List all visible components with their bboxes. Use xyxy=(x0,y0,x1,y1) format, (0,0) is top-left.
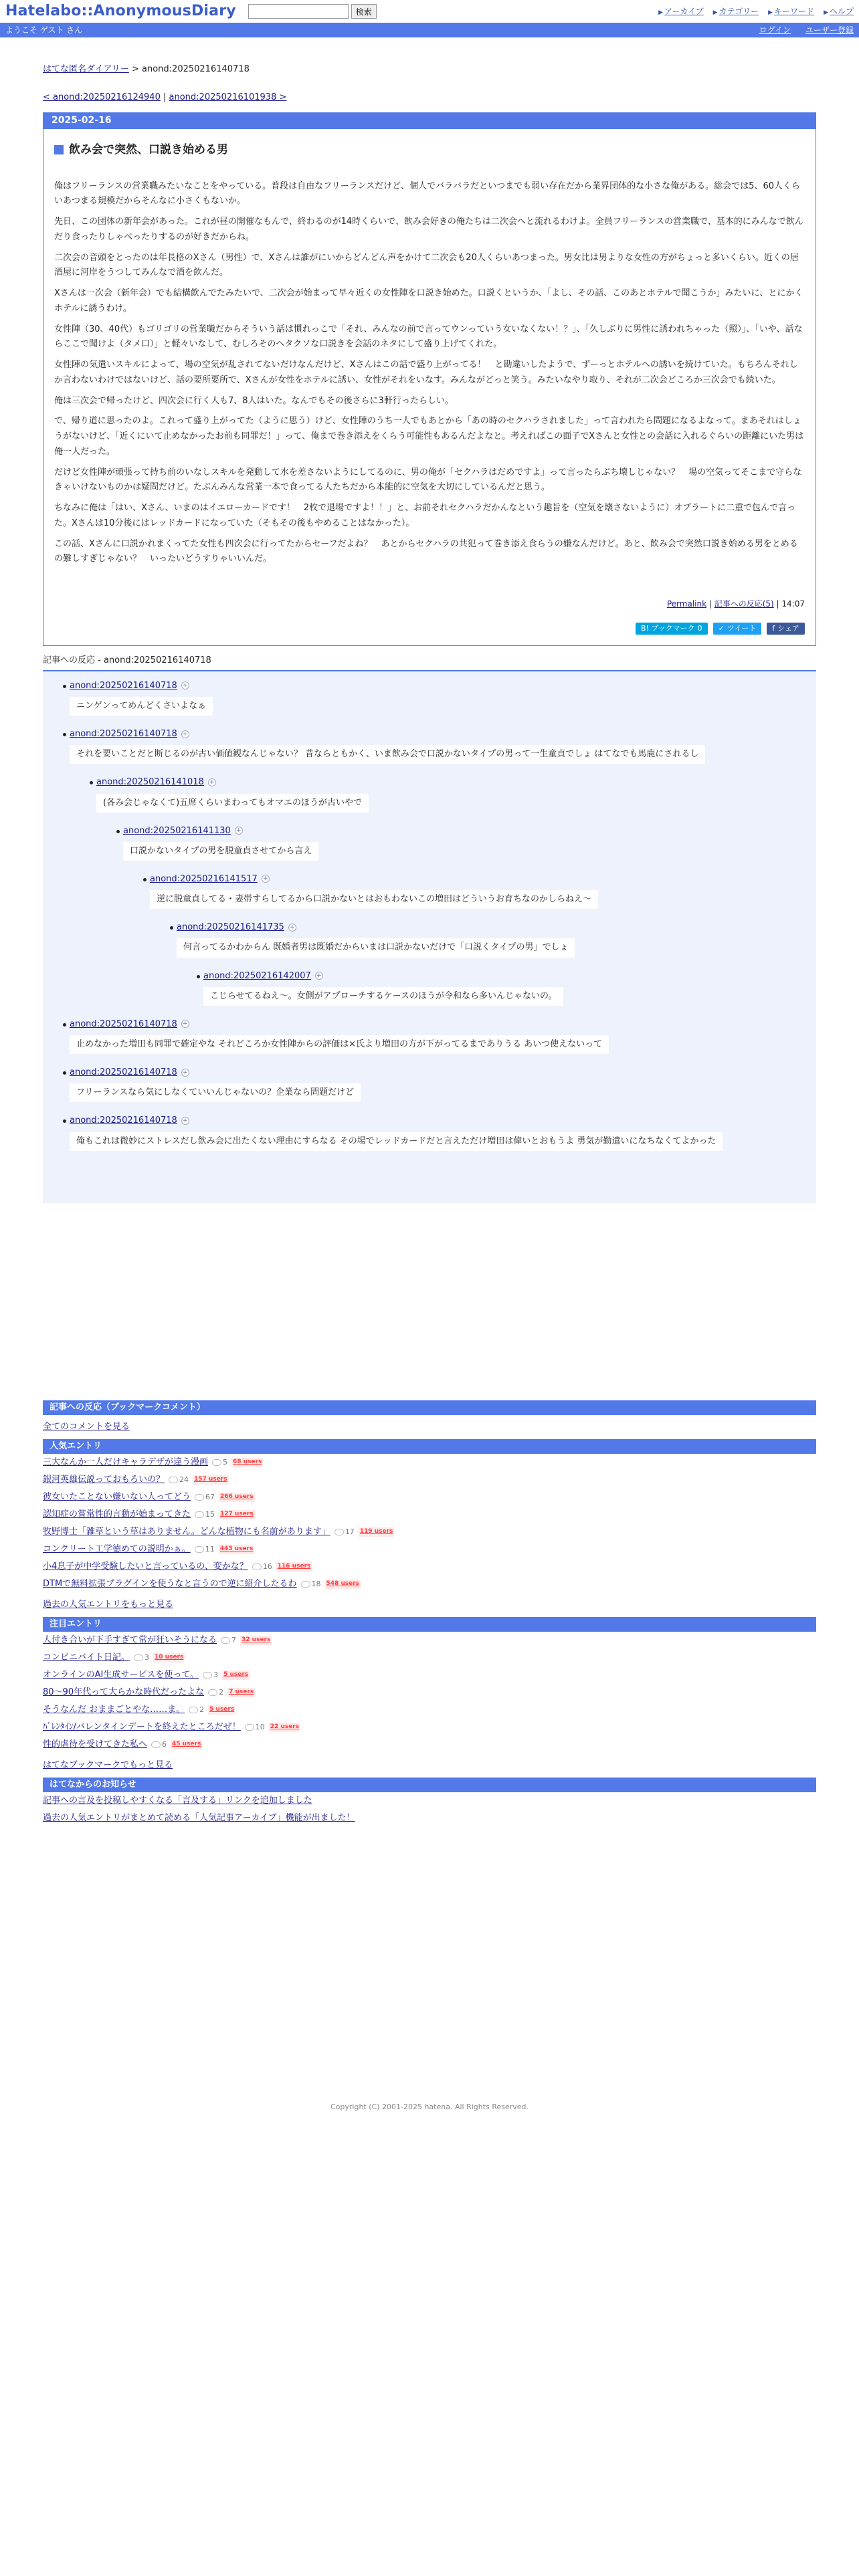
expand-icon[interactable]: + xyxy=(181,1020,189,1028)
expand-icon[interactable]: + xyxy=(262,875,270,883)
breadcrumb xyxy=(43,63,816,76)
reaction-snippet: 逆に脱童貞してる・妻帯すらしてるから口説かないとはおもわないこの増田はどういうお育ちなのかしらねえ〜 xyxy=(150,890,598,909)
tweet-button[interactable] xyxy=(713,623,762,635)
comment-count xyxy=(195,1491,215,1503)
featured-more-link[interactable]: はてなブックマークでもっと見る xyxy=(43,1759,173,1770)
comment-count-value: 16 xyxy=(262,1562,272,1572)
news-link[interactable]: 過去の人気エントリがまとめて読める「人気記事アーカイブ」機能が出ました！ xyxy=(43,1813,355,1824)
hatebu-count: 0 xyxy=(697,624,702,633)
reaction-snippet: ニンゲンってめんどくさいよなぁ xyxy=(70,697,213,716)
reaction-item xyxy=(70,1066,816,1102)
featured-entry xyxy=(43,1632,816,1649)
entry-paragraph: だけど女性陣が頑張って持ち前のいなしスキルを発動して水を差さないようにしてるのに、男の俺が「セクハラはだめですよ」って言ったらぶち壊しじゃない？ 場の空気ってそこまで守らなきゃいけないものかは疑問だけど。たぶんみんな営業一本で食ってる人たちだから本能的に空気を大切にしているんだと思う。 xyxy=(54,467,802,493)
reaction-link[interactable]: anond:20250216141130 xyxy=(123,825,231,836)
reaction-link[interactable]: anond:20250216141517 xyxy=(150,873,258,884)
comment-count xyxy=(335,1526,355,1537)
popular-entry xyxy=(43,1523,816,1541)
entry-paragraph: 先日、この団体の新年会があった。これが昼の開催なもんで、終わるのが14時くらいで、飲み会好きの俺たちは二次会へと流れるわけよ。全員フリーランスの営業職で、基本的にみんなで飲んだり食ったりしゃべったりするのが好きだからね。 xyxy=(54,217,803,242)
popular-head: 人気エントリ xyxy=(43,1439,816,1454)
register-link[interactable]: ユーザー登録 xyxy=(805,25,854,35)
comment-count-value: 2 xyxy=(219,1688,224,1697)
news-head: はてなからのお知らせ xyxy=(43,1778,816,1792)
popular-entry-link[interactable]: 認知症の嘗常性的言動が始まってきた xyxy=(43,1509,191,1519)
comment-count-value: 24 xyxy=(179,1475,189,1485)
reaction-item xyxy=(96,776,816,812)
search-button[interactable]: 検索 xyxy=(351,4,377,19)
comment-count-value: 17 xyxy=(345,1527,355,1537)
entry-paragraph: ちなみに俺は「はい、Xさん、いまのはイエローカードです！ 2枚で退場ですよ！！」と、お前それセクハラだかんなという趣旨を（空気を壊さないように）オブラートに二重で包んで言った。Xさんは10分後にはレッドカードになっていた（そもその後もやめることはなかった）。 xyxy=(54,503,796,528)
comment-bubble-icon xyxy=(189,1707,198,1713)
users-badge[interactable]: 32 users xyxy=(240,1636,272,1645)
comment-bubble-icon xyxy=(169,1477,178,1483)
permalink[interactable]: Permalink xyxy=(666,599,707,609)
comment-count xyxy=(208,1687,223,1698)
comment-count-value: 11 xyxy=(205,1545,215,1554)
top-header xyxy=(0,0,859,23)
comment-count-value: 3 xyxy=(213,1671,219,1680)
entry-footer xyxy=(54,598,805,611)
comment-count xyxy=(195,1509,215,1520)
search-form xyxy=(248,4,377,19)
twitter-icon: ✓ xyxy=(718,624,725,633)
popular-entry-link[interactable]: 銀河英雄伝説っておもろいの？ xyxy=(43,1474,165,1485)
facebook-icon: f xyxy=(772,624,775,633)
comment-bubble-icon xyxy=(212,1459,221,1466)
popular-entry xyxy=(43,1489,816,1506)
comment-count xyxy=(301,1578,321,1590)
expand-icon[interactable]: + xyxy=(315,972,323,980)
comment-count-value: 67 xyxy=(205,1493,215,1502)
welcome-text: ようこそ ゲスト さん xyxy=(5,25,83,35)
featured-entry xyxy=(43,1684,816,1701)
comment-count-value: 6 xyxy=(162,1740,167,1749)
featured-entry xyxy=(43,1736,816,1753)
footer-sep: | xyxy=(776,599,782,609)
nav-help-link[interactable]: ヘルプ xyxy=(829,6,854,16)
prev-entry-link[interactable]: < anond:20250216124940 xyxy=(43,92,161,103)
featured-entry-link[interactable]: ﾊﾞﾚﾝﾀｲﾝ/バレンタインデートを終えたところだぜ！ xyxy=(43,1721,241,1732)
entry-title[interactable] xyxy=(54,141,805,158)
comment-count xyxy=(212,1457,227,1468)
reaction-item xyxy=(70,728,816,764)
tweet-label: ツイート xyxy=(727,624,757,633)
nav-help[interactable] xyxy=(824,5,854,18)
popular-entry-link[interactable]: DTMで無料拡張プラグインを使うなと言うので逆に紹介したるわ xyxy=(43,1578,297,1589)
entry-paragraph: この話、Xさんに口説かれまくってた女性も四次会に行ってたからセーフだよね？ あとからセクハラの共犯って巻き添え食らうの嫌なんだけど。あと、飲み会で突然口説き始める男をとめるの難しすぎじゃない？ いったいどうすりゃいいんだ。 xyxy=(54,538,798,564)
reactions-title: 記事への反応 - anond:20250216140718 xyxy=(43,655,211,665)
popular-entry-link[interactable]: 三大なんか一人だけキャラデザが違う漫画 xyxy=(43,1457,209,1467)
reaction-item xyxy=(70,1114,816,1150)
expand-icon[interactable]: + xyxy=(181,1117,189,1125)
entry-paragraph: で、帰り道に思ったのよ。これって盛り上がってた（ように思う）けど、女性陣のうち一人でもあとから「あの時のセクハラされました」って言われたら問題になるよなって。まあそれはしょうがないけど、「近くにいて止めなかったお前も同罪だ！」って、俺まで巻き添えをくらう可能性もあるんだよなと。考えればこの面子でXさんと女性との会話に入れるぐらいの距離にいた男は俺一人だった。 xyxy=(54,416,804,457)
comment-count xyxy=(195,1543,215,1555)
reaction-link[interactable]: anond:20250216141735 xyxy=(177,922,284,933)
login-link[interactable]: ログイン xyxy=(759,25,791,35)
users-badge[interactable]: 22 users xyxy=(269,1723,300,1732)
users-badge[interactable]: 266 users xyxy=(219,1493,255,1502)
top-nav xyxy=(658,5,854,18)
comment-bubble-icon xyxy=(195,1511,204,1518)
nav-archive-link[interactable]: アーカイブ xyxy=(664,6,704,16)
featured-head: 注目エントリ xyxy=(43,1617,816,1632)
popular-entry xyxy=(43,1541,816,1558)
reaction-snippet: こじらせてるねえ〜。女側がアプローチするケースのほうが令和なら多いんじゃないの。 xyxy=(203,987,563,1006)
comment-count-value: 10 xyxy=(255,1723,265,1732)
nav-keyword-link[interactable]: キーワード xyxy=(774,6,815,16)
featured-entry-link[interactable]: 80〜90年代って大らかな時代だったよな xyxy=(43,1687,205,1697)
reaction-item xyxy=(203,970,816,1006)
prevnext-sep: | xyxy=(160,92,169,103)
comment-bubble-icon xyxy=(195,1546,204,1553)
reaction-link[interactable]: anond:20250216140718 xyxy=(70,1018,177,1029)
comment-count xyxy=(203,1669,218,1681)
popular-list xyxy=(43,1454,816,1593)
share-buttons xyxy=(54,623,805,635)
next-entry-link[interactable]: anond:20250216101938 > xyxy=(169,92,287,103)
comment-count-value: 15 xyxy=(205,1510,215,1519)
news-item xyxy=(43,1810,816,1827)
bullet-icon xyxy=(63,1071,66,1075)
reaction-link[interactable]: anond:20250216141018 xyxy=(96,777,204,788)
entry-paragraph: 女性陣（30、40代）もゴリゴリの営業職だからそういう話は慣れっこで「それ、みんなの前で言ってウンっていう女いなくない！？」、「久しぶりに男性に誘われちゃった（照）」、「いや、話ならここで聞けよ（タメ口）」と軽々いなして、むしろそのヘタクソな口説きを会話のネタにして盛り上げてくれた。 xyxy=(54,324,803,350)
reaction-link[interactable]: anond:20250216140718 xyxy=(70,1115,177,1126)
prev-next-nav xyxy=(43,91,816,104)
reactions-tree xyxy=(43,670,816,1203)
facebook-share-button[interactable] xyxy=(767,623,805,635)
reaction-snippet: 口説かないタイプの男を脱童貞させてから言え xyxy=(123,842,318,861)
reaction-snippet: 止めなかった増田も同罪で確定やな それどころか女性陣からの評価は×氏より増田の方が下がってるまでありうる あいつ使えないって xyxy=(70,1035,609,1054)
comment-count-value: 5 xyxy=(223,1458,228,1467)
comment-bubble-icon xyxy=(195,1494,204,1501)
popular-entry xyxy=(43,1454,816,1471)
reaction-snippet: (各み会じゃなくて)五席くらいまわってもオマエのほうが古いやで xyxy=(96,794,369,813)
bullet-icon xyxy=(63,733,66,736)
news-link[interactable]: 記事への言及を投稿しやすくなる「言及する」リンクを追加しました xyxy=(43,1796,312,1806)
reaction-item xyxy=(177,921,816,957)
users-badge[interactable]: 127 users xyxy=(219,1510,255,1519)
news-list xyxy=(43,1792,816,1827)
users-badge[interactable]: 443 users xyxy=(219,1545,255,1554)
title-square-icon xyxy=(54,145,64,154)
comment-bubble-icon xyxy=(221,1637,230,1644)
chevron-right-icon: ▶ xyxy=(768,9,773,16)
comment-bubble-icon xyxy=(335,1529,344,1535)
popular-entry-link[interactable]: 小4息子が中学受験したいと言っているの、変かな？ xyxy=(43,1561,248,1572)
users-badge[interactable]: 157 users xyxy=(193,1475,229,1485)
news-item xyxy=(43,1792,816,1810)
bullet-icon xyxy=(143,878,147,881)
users-badge[interactable]: 5 users xyxy=(222,1671,250,1680)
expand-icon[interactable]: + xyxy=(181,681,189,689)
users-badge[interactable]: 68 users xyxy=(231,1458,263,1467)
users-badge[interactable]: 116 users xyxy=(276,1562,312,1572)
comment-bubble-icon xyxy=(245,1724,254,1731)
reaction-item xyxy=(70,679,816,716)
reaction-snippet: それを要いことだと断じるのが古い価値観なんじゃない？ 昔ならともかく、いま飲み会で口説かないタイプの男って一生童貞でしょ はてなでも馬鹿にされるし xyxy=(70,745,705,764)
comment-count-value: 7 xyxy=(231,1636,237,1645)
comment-count-value: 18 xyxy=(311,1580,321,1589)
popular-entry xyxy=(43,1471,816,1489)
users-badge[interactable]: 45 users xyxy=(171,1740,202,1749)
users-badge[interactable]: 548 users xyxy=(325,1580,361,1589)
reaction-snippet: 俺もこれは微妙にストレスだし飲み会に出たくない理由にすらなる その場でレッドカードだと言えただけ増田は偉いとおもうよ 勇気が勤遣いになちなくてよかった xyxy=(70,1132,723,1151)
expand-icon[interactable]: + xyxy=(208,778,216,786)
reaction-snippet: 何言ってるかわからん 既婚者男は既婚だからいまは口説かないだけで「口説くタイプの男」でしょ xyxy=(177,938,575,957)
users-badge[interactable]: 10 users xyxy=(153,1653,185,1662)
bullet-icon xyxy=(197,975,200,978)
bullet-icon xyxy=(170,926,173,930)
nav-archive[interactable] xyxy=(658,5,704,18)
bullet-icon xyxy=(116,830,120,833)
footer-sep: | xyxy=(708,599,714,609)
popular-more-link[interactable]: 過去の人気エントリをもっと見る xyxy=(43,1599,174,1610)
featured-entry xyxy=(43,1719,816,1736)
reaction-item xyxy=(123,825,816,861)
main-column xyxy=(43,37,816,2113)
entry-time: 14:07 xyxy=(781,599,805,609)
breadcrumb-current: anond:20250216140718 xyxy=(142,64,250,74)
featured-entry-link[interactable]: コンビニバイト日記。 xyxy=(43,1652,130,1662)
popular-entry-link[interactable]: 彼女いたことない嫌いない人ってどう xyxy=(43,1491,191,1502)
comment-count-value: 3 xyxy=(145,1653,150,1662)
facebook-label: シェア xyxy=(777,624,799,633)
reaction-link[interactable]: anond:20250216140718 xyxy=(70,680,177,691)
bullet-icon xyxy=(90,781,93,784)
comment-count xyxy=(134,1652,149,1663)
popular-entry xyxy=(43,1558,816,1576)
bullet-icon xyxy=(63,685,66,688)
breadcrumb-root[interactable]: はてな匿名ダイアリー xyxy=(43,64,129,74)
entry-body xyxy=(43,129,816,645)
comment-bubble-icon xyxy=(252,1564,262,1570)
featured-entry-link[interactable]: 性的虐待を受けてきた私へ xyxy=(43,1739,148,1749)
reaction-link[interactable]: anond:20250216142007 xyxy=(203,970,311,981)
featured-entry xyxy=(43,1701,816,1719)
entry-box xyxy=(43,112,816,645)
popular-entry xyxy=(43,1506,816,1523)
featured-entry xyxy=(43,1667,816,1684)
nav-category-link[interactable]: カテゴリー xyxy=(719,6,759,16)
comment-count xyxy=(169,1474,189,1485)
hatebu-label: B! ブックマーク xyxy=(640,624,695,633)
featured-list xyxy=(43,1632,816,1753)
comment-count xyxy=(245,1721,265,1733)
comment-count xyxy=(252,1561,272,1572)
search-input[interactable] xyxy=(248,4,349,19)
user-bar xyxy=(0,23,859,37)
reaction-link[interactable]: anond:20250216140718 xyxy=(70,1067,177,1078)
comment-count xyxy=(189,1704,204,1715)
comment-bubble-icon xyxy=(208,1689,217,1696)
chevron-right-icon: ▶ xyxy=(712,9,718,16)
popular-entry-link[interactable]: 牧野博士「雑草という草はありません。どんな植物にも名前があります」 xyxy=(43,1526,330,1537)
entry-title-text: 飲み会で突然、口説き始める男 xyxy=(69,143,228,157)
chevron-right-icon: ▶ xyxy=(824,9,828,16)
entry-paragraph: 俺は三次会で帰ったけど、四次会に行く人も7、8人はいた。なんでもその後さらに3軒行ったらしい。 xyxy=(54,395,454,406)
comment-bubble-icon xyxy=(151,1741,161,1748)
comment-count xyxy=(221,1634,236,1646)
users-badge[interactable]: 7 users xyxy=(227,1688,255,1697)
bullet-icon xyxy=(63,1023,66,1027)
entry-paragraph: Xさんは一次会（新年会）でも結構飲んでたみたいで、二次会が始まって早々近くの女性陣を口説き始めた。口説くというか、「よし、その話、このあとホテルで聞こうか」みたいに、とにかくホテルに誘うわけ。 xyxy=(54,288,803,314)
reaction-item xyxy=(70,1018,816,1054)
comment-count xyxy=(151,1739,167,1750)
comment-bubble-icon xyxy=(203,1672,212,1679)
site-logo[interactable]: Hatelabo::AnonymousDiary xyxy=(5,2,236,19)
all-comments-link[interactable]: 全てのコメントを見る xyxy=(43,1421,130,1432)
copyright: Copyright (C) 2001-2025 hatena. All Rights Reserved. xyxy=(330,2103,529,2112)
reaction-link[interactable]: anond:20250216140718 xyxy=(70,729,177,740)
expand-icon[interactable]: + xyxy=(288,924,296,932)
users-badge[interactable]: 119 users xyxy=(359,1527,395,1537)
comment-count-value: 2 xyxy=(199,1705,205,1715)
users-badge[interactable]: 5 users xyxy=(208,1705,235,1715)
popular-entry xyxy=(43,1576,816,1593)
featured-entry xyxy=(43,1649,816,1667)
expand-icon[interactable]: + xyxy=(235,827,243,835)
expand-icon[interactable]: + xyxy=(181,1069,189,1077)
breadcrumb-sep: > xyxy=(128,64,142,74)
bullet-icon xyxy=(63,1119,66,1123)
reactions-link[interactable]: 記事への反応(5) xyxy=(714,599,774,609)
entry-paragraph: 女性陣の気遣いスキルによって、場の空気が乱されてないだけなんだけど、Xさんはこの話で盛り上がってる！ と勘違いしたようで、ずーっとホテルへの誘いを続けていた。もちろんそれしか言わないわけではないけど、話の要所要所で、Xさんが女性をホテルに誘い、女性がそれをいなす。みんながどっと笑う。みたいなやり取り、それが二次会どころか三次会でも続いた。 xyxy=(54,360,798,385)
comment-bubble-icon xyxy=(301,1581,310,1588)
entry-date: 2025-02-16 xyxy=(43,113,816,129)
nav-keyword[interactable] xyxy=(768,5,814,18)
featured-entry-link[interactable]: そうなんだ おままごとやな……ま。 xyxy=(43,1704,185,1715)
entry-paragraph: 俺はフリーランスの営業職みたいなことをやっている。普段は自由なフリーランスだけど、個人でバラバラだといつまでも弱い存在だから業界団体的な小さな俺がある。総会では5、60人くらいあつまる規模だからそんなに小さくもないか。 xyxy=(54,181,800,207)
entry-text xyxy=(54,179,805,568)
reaction-item xyxy=(150,873,816,909)
entry-paragraph: 二次会の音頭をとったのは年長格のXさん（男性）で、Xさんは誰がにいからどんどん声をかけて二次会も20人くらいあつまった。男女比は男よりな女性の方がちょっと多いくらい。近くの居酒屋に河岸をうつしてみんなで酒を飲んだ。 xyxy=(54,252,799,278)
chevron-right-icon: ▶ xyxy=(658,9,663,16)
comment-bubble-icon xyxy=(134,1654,143,1661)
expand-icon[interactable]: + xyxy=(181,730,189,738)
ad-space xyxy=(43,1203,816,1400)
bookmark-comments-head: 記事への反応（ブックマークコメント） xyxy=(43,1400,816,1415)
featured-entry-link[interactable]: 人付き合いが下手すぎて常が狂いそうになる xyxy=(43,1634,217,1645)
popular-entry-link[interactable]: コンクリート工学徳めての説明かぁ。 xyxy=(43,1543,191,1554)
hatebu-button[interactable] xyxy=(636,623,708,635)
nav-category[interactable] xyxy=(713,5,759,18)
featured-entry-link[interactable]: オンラインのAI生成サービスを使って。 xyxy=(43,1669,199,1680)
reaction-snippet: フリーランスなら気にしなくていいんじゃないの？企業なら問題だけど xyxy=(70,1083,361,1102)
